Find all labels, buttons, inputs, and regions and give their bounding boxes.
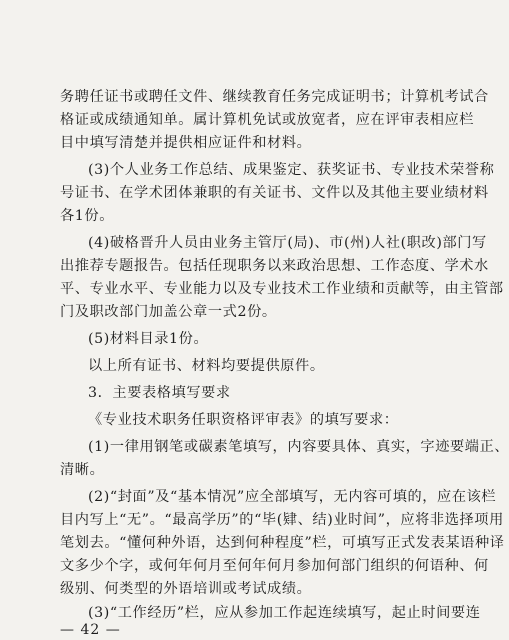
body-line: 格证或成绩通知单。属计算机免试或放宽者，应在评审表相应栏 xyxy=(60,112,475,128)
body-line: 号证书、在学术团体兼职的有关证书、文件以及其他主要业绩材料 xyxy=(60,185,489,201)
note-line: 以上所有证书、材料均要提供原件。 xyxy=(88,358,325,374)
paragraph-3-line: (3)个人业务工作总结、成果鉴定、获奖证书、专业技术荣誉称 xyxy=(88,162,495,178)
body-line: 各1份。 xyxy=(60,208,114,224)
form-title-line: 《专业技术职务任职资格评审表》的填写要求： xyxy=(88,412,399,428)
paragraph-5-line: (5)材料目录1份。 xyxy=(88,331,209,347)
body-line: 清晰。 xyxy=(60,462,105,478)
body-line: 笔划去。“懂何种外语，达到何种程度”栏，可填写正式发表某语种译 xyxy=(60,535,505,551)
body-line: 文多少个字，或何年何月至何年何月参加何部门组织的何语种、何 xyxy=(60,558,489,574)
body-line: 务聘任证书或聘任文件、继续教育任务完成证明书；计算机考试合 xyxy=(60,89,489,105)
page-number: — 42 — xyxy=(60,622,121,638)
body-line: 出推荐专题报告。包括任现职务以来政治思想、工作态度、学术水 xyxy=(60,258,489,274)
item-2-line: (2)“封面”及“基本情况”应全部填写，无内容可填的，应在该栏 xyxy=(88,489,497,505)
body-line: 平、专业水平、专业能力以及专业技术工作业绩和贡献等，由主管部 xyxy=(60,281,504,297)
item-3-line: (3)“工作经历”栏，应从参加工作起连续填写，起止时间要连 xyxy=(88,605,481,621)
body-line: 门及职改部门加盖公章一式2份。 xyxy=(60,304,277,320)
paragraph-4-line: (4)破格晋升人员由业务主管厅(局)、市(州)人社(职改)部门写 xyxy=(88,235,487,251)
body-line: 目内写上“无”。“最高学历”的“毕(肄、结)业时间”，应将非选择项用 xyxy=(60,512,504,528)
body-line: 级别、何类型的外语培训或考试成绩。 xyxy=(60,581,312,597)
item-1-line: (1)一律用钢笔或碳素笔填写，内容要具体、真实，字迹要端正、 xyxy=(88,439,509,455)
body-line: 目中填写清楚并提供相应证件和材料。 xyxy=(60,135,312,151)
section-heading: 3．主要表格填写要求 xyxy=(88,385,231,401)
